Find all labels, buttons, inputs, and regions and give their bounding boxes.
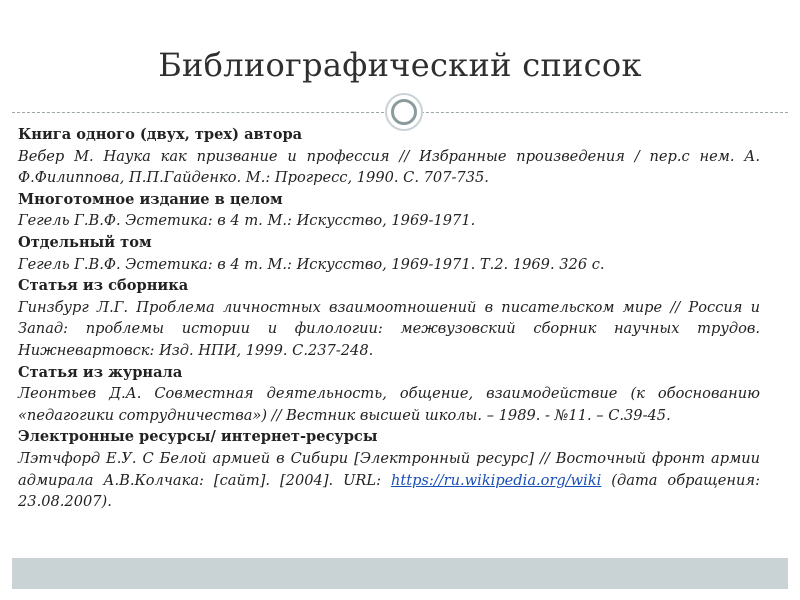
section-heading-book: Книга одного (двух, трех) автора xyxy=(18,126,303,143)
circle-ornament-inner xyxy=(391,99,417,125)
section-heading-electronic: Электронные ресурсы/ интернет-ресурсы xyxy=(18,428,378,446)
section-heading-collection-article: Статья из сборника xyxy=(18,277,189,295)
entry-journal-article: Леонтьев Д.А. Совместная деятельность, общение, взаимодействие (к обоснованию «педагогики сотрудничества») // Вестник высшей школы. – 1989. - №11. – С.39-45. xyxy=(18,385,760,424)
footer-band xyxy=(12,558,788,589)
entry-single-volume: Гегель Г.В.Ф. Эстетика: в 4 т. М.: Искусство, 1969-1971. Т.2. 1969. 326 с. xyxy=(18,255,605,273)
wikipedia-link[interactable]: https://ru.wikipedia.org/wiki xyxy=(390,471,602,489)
entry-electronic xyxy=(18,448,760,513)
section-heading-single-volume: Отдельный том xyxy=(18,233,152,251)
entry-electronic-text: Лэтчфорд Е.У. С Белой армией в Сибири [Электронный ресурс] // Восточный фронт армии адмирала А.В.Колчака: [сайт]. [2004]. URL: xyxy=(18,449,760,489)
section-heading-journal-article: Статья из журнала xyxy=(18,363,183,381)
bibliography-list xyxy=(18,124,760,513)
entry-book: Вебер М. Наука как призвание и профессия // Избранные произведения / пер.с нем. А. Ф.Филиппова, П.П.Гайденко. М.: Прогресс, 1990. С. 707-735. xyxy=(18,147,760,187)
entry-electronic-date: (дата обращения: 23.08.2007). xyxy=(18,471,760,511)
entry-multivolume: Гегель Г.В.Ф. Эстетика: в 4 т. М.: Искусство, 1969-1971. xyxy=(18,212,476,230)
section-heading-multivolume: Многотомное издание в целом xyxy=(18,190,283,208)
entry-collection-article: Гинзбург Л.Г. Проблема личностных взаимоотношений в писательском мире // Россия и Запад: проблемы истории и филологии: межвузовский сборник научных трудов. Нижневартовск: Изд. НПИ, 1999. С.237-248. xyxy=(18,298,760,359)
page-title: Библиографический список xyxy=(158,46,642,84)
